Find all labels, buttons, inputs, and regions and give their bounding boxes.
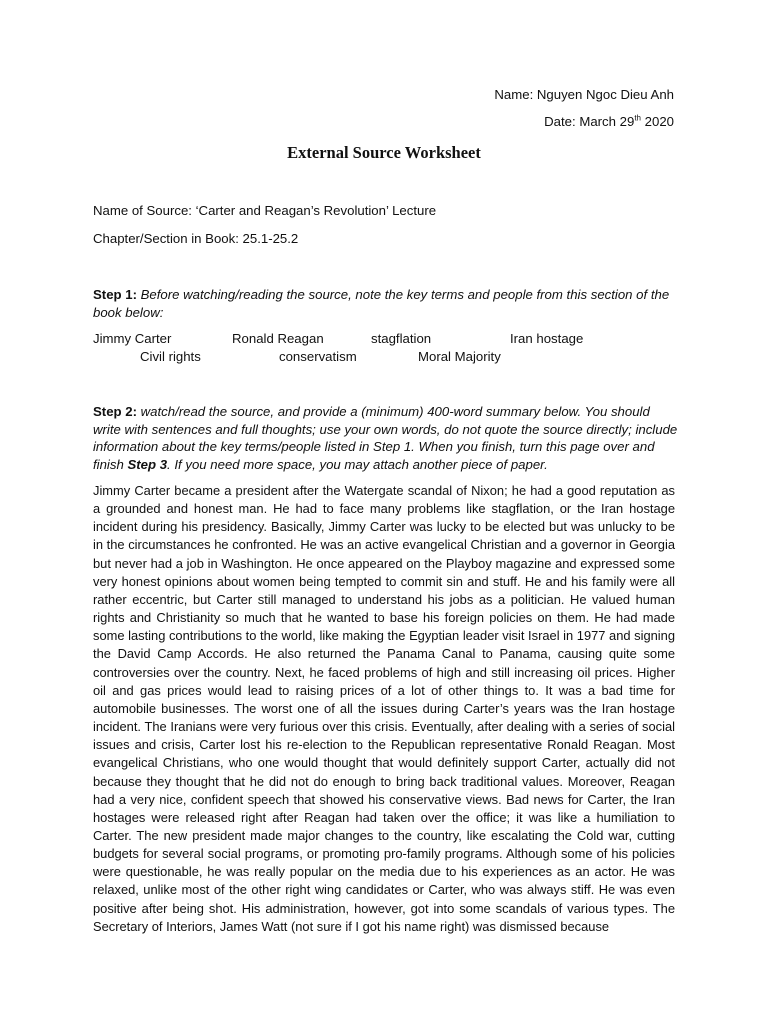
step2-text: watch/read the source, and provide a (minimum) 400-word summary below. You should write with sentences and full thoughts; use your own words, do not quote the source directly; include information about the key terms/people listed in Step 1. When you finish, turn this page over and finish (93, 404, 678, 472)
step3-reference: Step 3 (127, 456, 168, 472)
summary-paragraph: Jimmy Carter became a president after the Watergate scandal of Nixon; he had a good reputation as a grounded and honest man. He had to face many problems like stagflation, or the Iran hostage incident during his presidency. Basically, Jimmy Carter was lucky to be elected but was unlucky to be in the circumstances he confronted. He was an active evangelical Christian and a governor in Georgia but never had a job in Washington. He once appeared on the Playboy magazine and expressed some very honest opinions about women being tempted to commit sin and stuff. He and his family were all rather eccentric, but Carter still managed to understand his jobs as a politician. He valued human rights and Christianity so much that he wanted to base his foreign policies on them. He had made some lasting contributions to the world, like making the Egyptian leader visit Israel in 1977 and signing the David Camp Accords. He also returned the Panama Canal to Panama, causing quite some controversies over the country. Next, he faced problems of high and still increasing oil prices. Higher oil and gas prices would lead to raising prices of a lot of other things to. It was a bad time for automobile businesses. The worst one of all the issues during Carter’s years was the Iran hostage incident. The Iranians were very furious over this crisis. Eventually, after dealing with a series of social issues and crisis, Carter lost his re-election to the Republican representative Ronald Reagan. Most evangelical Christians, who one would thought that would definitely support Carter, actually did not because they thought that he did not do enough to bring back traditional values. Moreover, Reagan had a very nice, confident speech that showed his conservative views. Bad news for Carter, the Iran hostages were released right after Reagan had taken over the office; it was like a humiliation to Carter. The new president made major changes to the country, like escalating the Cold war, cutting budgets for several social programs, or promoting pro-family programs. Although some of his policies were questionable, he was really popular on the media due to his experiences as an actor. He was relaxed, unlike most of the other right wing candidates or Carter, who was always stiff. He was even positive after being shot. His administration, however, got into some scandals of various types. The Secretary of Interiors, James Watt (not sure if I got his name right) was dismissed because (93, 483, 675, 934)
key-term: Jimmy Carter (93, 331, 172, 346)
key-term: Ronald Reagan (232, 331, 324, 346)
key-term: Iran hostage (510, 331, 584, 346)
key-term: Moral Majority (418, 349, 501, 364)
key-term: stagflation (371, 331, 432, 346)
step2-text-end: . If you need more space, you may attach another piece of paper. (167, 456, 548, 472)
source-name-line: Name of Source: ‘Carter and Reagan’s Revolution’ Lecture (93, 203, 437, 218)
key-term: Civil rights (140, 349, 201, 364)
date-line (544, 114, 674, 129)
chapter-section-line: Chapter/Section in Book: 25.1-25.2 (93, 231, 299, 246)
key-term: conservatism (279, 349, 357, 364)
step2-label: Step 2: (93, 404, 137, 419)
date-text: Date: March 29 (544, 114, 635, 129)
date-ordinal: th (634, 113, 641, 123)
step1-label: Step 1: (93, 287, 137, 302)
student-name: Name: Nguyen Ngoc Dieu Anh (494, 87, 674, 102)
step1-text: Before watching/reading the source, note the key terms and people from this section of the book below: (93, 287, 670, 320)
date-year: 2020 (640, 114, 674, 129)
page-title: External Source Worksheet (287, 143, 481, 162)
step2-instructions (93, 403, 679, 473)
step1-instructions (93, 286, 679, 321)
